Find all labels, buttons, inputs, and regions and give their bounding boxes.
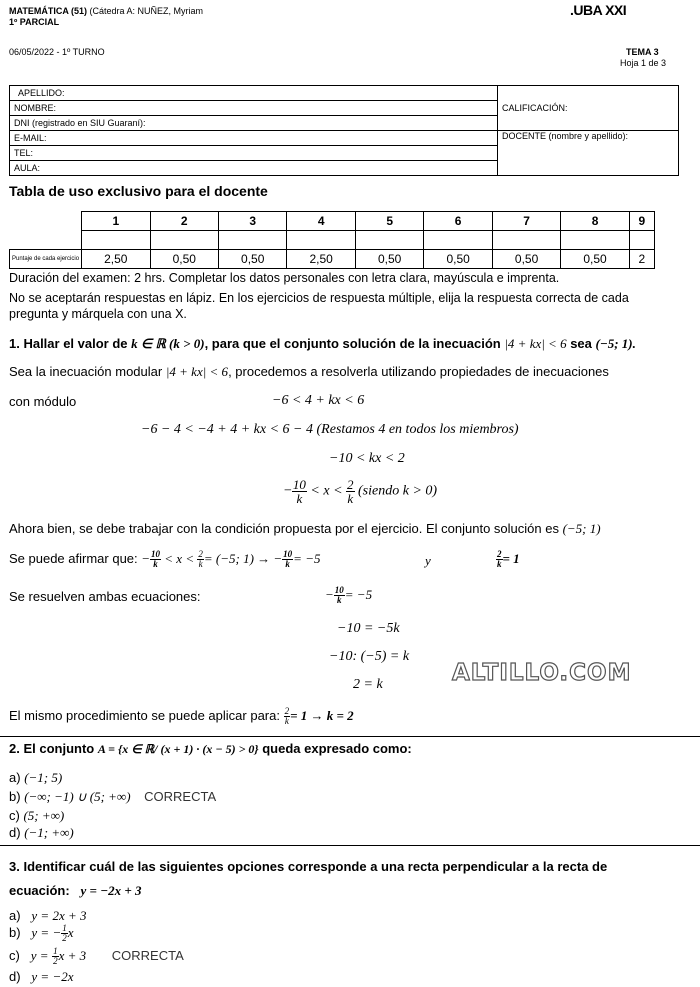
- field-calificacion[interactable]: CALIFICACIÓN:: [498, 86, 679, 131]
- ex1-title: 1. Hallar el valor de k ∈ ℝ (k > 0), para que el conjunto solución de la inecuación |4 + kx| < 6 sea (−5; 1).: [9, 336, 636, 351]
- grade-cell[interactable]: [629, 231, 654, 250]
- field-aula[interactable]: AULA:: [10, 161, 498, 176]
- ex3-option-c[interactable]: c) y = $\frac{1}{2}$ x + 3 CORRECTA: [9, 946, 184, 966]
- ex1-r1: − $\frac{10}{k}$ = −5: [325, 585, 373, 605]
- field-apellido[interactable]: APELLIDO:: [10, 86, 498, 101]
- ex3-title-line2: ecuación: y = −2x + 3: [9, 883, 142, 898]
- grade-cell[interactable]: [287, 231, 355, 250]
- score-cell: 0,50: [492, 250, 560, 269]
- instruction-duration: Duración del examen: 2 hrs. Completar los datos personales con letra clara, mayúscula e imprenta.: [9, 271, 560, 285]
- grade-cell[interactable]: [424, 231, 492, 250]
- ex2-title: 2. El conjunto A = {x ∈ ℝ/ (x + 1) · (x − 5) > 0} queda expresado como:: [9, 741, 412, 756]
- grades-title: Tabla de uso exclusivo para el docente: [9, 183, 268, 199]
- divider: [0, 736, 700, 737]
- score-cell: 0,50: [561, 250, 629, 269]
- correct-label: CORRECTA: [111, 947, 184, 963]
- field-docente[interactable]: DOCENTE (nombre y apellido):: [498, 131, 679, 176]
- altillo-watermark: ALTILLO.COM: [452, 660, 632, 686]
- grade-cell[interactable]: [561, 231, 629, 250]
- ex1-r4: 2 = k: [353, 677, 383, 692]
- student-info-table: [9, 85, 679, 176]
- ex1-intro: Sea la inecuación modular |4 + kx| < 6, procedemos a resolverla utilizando propiedades de inecuaciones: [9, 364, 609, 379]
- ex1-ahora: Ahora bien, se debe trabajar con la condición propuesta por el ejercicio. El conjunto solución es (−5; 1): [9, 521, 601, 536]
- ex2-option-c[interactable]: c) (5; +∞): [9, 808, 65, 823]
- ex1-eq2: −6 − 4 < −4 + 4 + kx < 6 − 4 (Restamos 4 en todos los miembros): [141, 422, 519, 437]
- uba-xxi-logo: .UBA XXI: [570, 2, 627, 18]
- score-cell: 2,50: [287, 250, 355, 269]
- grade-cell[interactable]: [355, 231, 423, 250]
- field-dni[interactable]: DNI (registrado en SIU Guaraní):: [10, 116, 498, 131]
- grade-cell[interactable]: [150, 231, 218, 250]
- grade-cell[interactable]: [82, 231, 150, 250]
- grade-col-header: 1: [82, 212, 150, 231]
- grade-col-header: 5: [355, 212, 423, 231]
- field-tel[interactable]: TEL:: [10, 146, 498, 161]
- ex1-afirmar: Se puede afirmar que: − $\frac{10}{k}$ < x < $\frac{2}{k}$ = (−5; 1) → − $\frac{10}{k}$ = −5: [9, 549, 321, 569]
- instruction-pencil: No se aceptarán respuestas en lápiz. En los ejercicios de respuesta múltiple, elija la respuesta correcta de cada: [9, 291, 629, 305]
- score-cell: 0,50: [424, 250, 492, 269]
- score-cell: 2,50: [82, 250, 150, 269]
- ex1-second-eq: $\frac{2}{k}$ = 1: [497, 549, 520, 569]
- exam-name: 1º PARCIAL: [9, 17, 60, 27]
- ex1-r2: −10 = −5k: [337, 621, 400, 636]
- ex3-option-a[interactable]: a) y = 2x + 3: [9, 908, 87, 923]
- correct-label: CORRECTA: [144, 789, 217, 804]
- score-cell: 0,50: [355, 250, 423, 269]
- grade-col-header: 4: [287, 212, 355, 231]
- field-email[interactable]: E-MAIL:: [10, 131, 498, 146]
- grades-blank: [10, 231, 82, 250]
- ex1-con-modulo: con módulo: [9, 394, 77, 409]
- grade-col-header: 8: [561, 212, 629, 231]
- ex2-option-a[interactable]: a) (−1; 5): [9, 770, 63, 785]
- divider: [0, 845, 700, 846]
- instruction-mark: pregunta y márquela con una X.: [9, 307, 187, 321]
- exam-date: 06/05/2022 - 1º TURNO: [9, 47, 105, 57]
- ex2-option-b[interactable]: b) (−∞; −1) ∪ (5; +∞) CORRECTA: [9, 789, 217, 804]
- ex3-option-b[interactable]: b) y = − $\frac{1}{2}$ x: [9, 923, 74, 943]
- ex1-eq3: −10 < kx < 2: [329, 451, 405, 466]
- ex1-eq4: − $\frac{10}{k}$ < x < $\frac{2}{k}$ (siendo k > 0): [284, 477, 438, 506]
- ex3-title-line1: 3. Identificar cuál de las siguientes opciones corresponde a una recta perpendicular a la recta de: [9, 859, 608, 874]
- ex1-eq1: −6 < 4 + kx < 6: [272, 393, 365, 408]
- grades-corner: [10, 212, 82, 231]
- grade-cell[interactable]: [492, 231, 560, 250]
- ex2-option-d[interactable]: d) (−1; +∞): [9, 825, 74, 840]
- page-counter: Hoja 1 de 3: [620, 58, 667, 68]
- field-nombre[interactable]: NOMBRE:: [10, 101, 498, 116]
- ex1-resuelven: Se resuelven ambas ecuaciones:: [9, 589, 201, 604]
- score-cell: 0,50: [150, 250, 218, 269]
- ex1-mismo: El mismo procedimiento se puede aplicar para: $\frac{2}{k}$ = 1 → k = 2: [9, 706, 354, 726]
- grade-cell[interactable]: [218, 231, 286, 250]
- grade-col-header: 6: [424, 212, 492, 231]
- ex3-option-d[interactable]: d) y = −2x: [9, 969, 74, 984]
- grade-col-header: 3: [218, 212, 286, 231]
- score-row-label: Puntaje de cada ejercicio: [10, 250, 82, 269]
- ex1-r3: −10: (−5) = k: [329, 649, 410, 664]
- score-cell: 0,50: [218, 250, 286, 269]
- course-title: MATEMÁTICA (51) (Cátedra A: NUÑEZ, Myriam: [9, 6, 204, 16]
- grade-col-header: 7: [492, 212, 560, 231]
- grade-col-header: 2: [150, 212, 218, 231]
- grade-col-header: 9: [629, 212, 654, 231]
- score-cell: 2: [629, 250, 654, 269]
- tema-label: TEMA 3: [626, 47, 659, 57]
- grades-table: [9, 211, 655, 269]
- ex1-y: y: [425, 553, 431, 568]
